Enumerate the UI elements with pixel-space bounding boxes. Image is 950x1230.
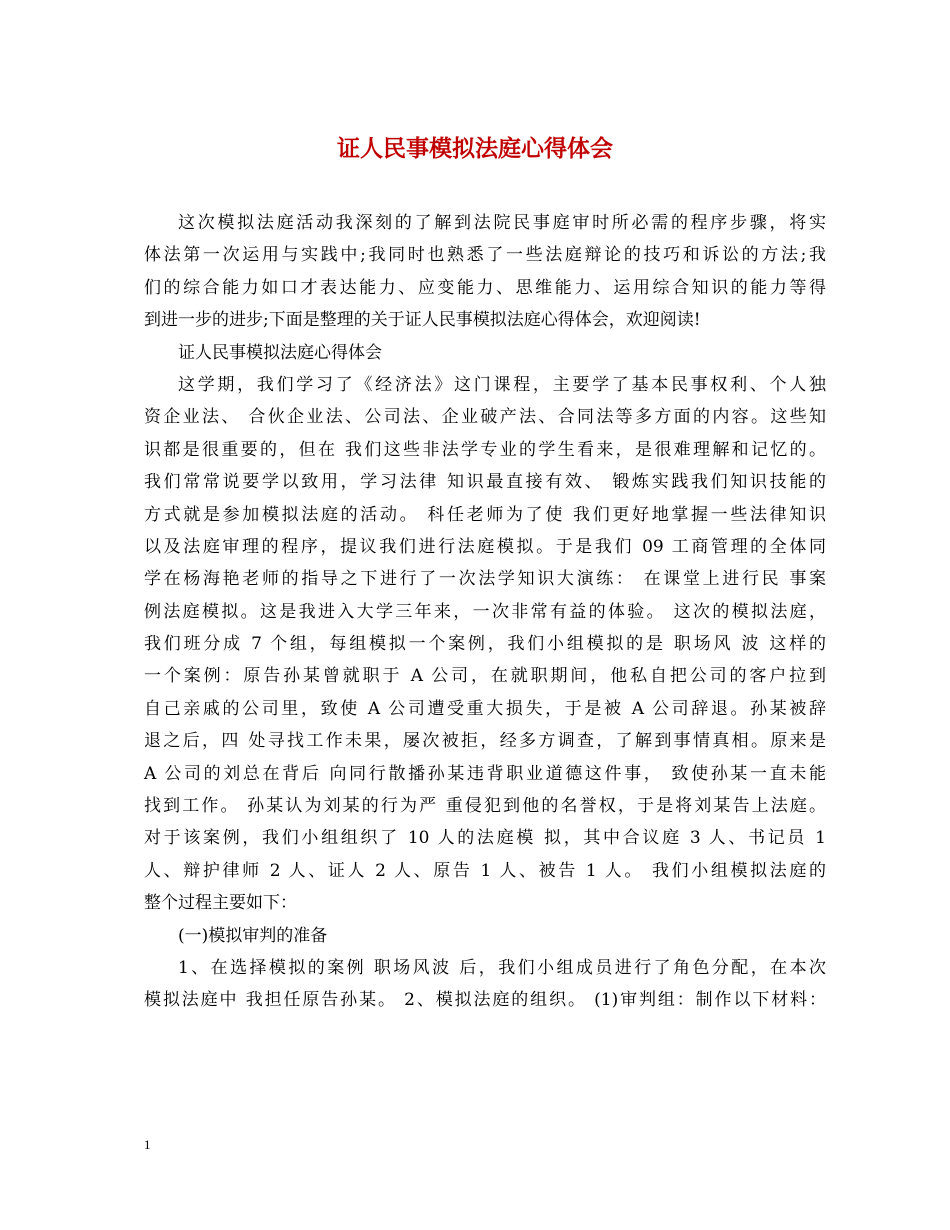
section-heading: (一)模拟审判的准备: [178, 925, 328, 946]
paragraph-line: 们的综合能力如口才表达能力、应变能力、思维能力、运用综合知识的能力等得: [144, 277, 826, 298]
paragraph-line: 学在杨海艳老师的指导之下进行了一次法学知识大演练： 在课堂上进行民 事案: [144, 569, 826, 590]
document-title: 证人民事模拟法庭心得体会: [337, 135, 613, 162]
paragraph-line: 我们班分成 7 个组，每组模拟一个案例，我们小组模拟的是 职场风 波 这样的: [144, 634, 826, 655]
page-number: 1: [144, 1137, 151, 1152]
paragraph-line: 资企业法、 合伙企业法、公司法、企业破产法、合同法等多方面的内容。这些知: [144, 407, 826, 428]
document-body: [144, 207, 826, 1017]
paragraph-line: 找到工作。 孙某认为刘某的行为严 重侵犯到他的名誉权，于是将刘某告上法庭。: [144, 796, 826, 817]
paragraph-line: 整个过程主要如下：: [144, 893, 297, 914]
paragraph-line: 1、在选择模拟的案例 职场风波 后，我们小组成员进行了角色分配，在本次: [178, 957, 826, 978]
paragraph-line: 到进一步的进步;下面是整理的关于证人民事模拟法庭心得体会，欢迎阅读!: [144, 310, 701, 331]
paragraph-line: 这学期，我们学习了《经济法》这门课程，主要学了基本民事权利、个人独: [178, 374, 826, 395]
paragraph-line: 方式就是参加模拟法庭的活动。 科任老师为了使 我们更好地掌握一些法律知识: [144, 504, 826, 525]
paragraph-line: 自己亲戚的公司里，致使 A 公司遭受重大损失，于是被 A 公司辞退。孙某被辞: [144, 698, 826, 719]
paragraph-line: 体法第一次运用与实践中;我同时也熟悉了一些法庭辩论的技巧和诉讼的方法;我: [144, 245, 826, 266]
paragraph-line: 我们常常说要学以致用，学习法律 知识最直接有效、 锻炼实践我们知识技能的: [144, 472, 826, 493]
paragraph-line: 一个案例：原告孙某曾就职于 A 公司，在就职期间，他私自把公司的客户拉到: [144, 666, 826, 687]
paragraph-line: 以及法庭审理的程序，提议我们进行法庭模拟。于是我们 09 工商管理的全体同: [144, 536, 826, 557]
paragraph-line: 对于该案例，我们小组组织了 10 人的法庭模 拟，其中合议庭 3 人、书记员 1: [144, 828, 826, 849]
paragraph-line: 例法庭模拟。这是我进入大学三年来，一次非常有益的体验。 这次的模拟法庭，: [144, 601, 826, 622]
paragraph-line: 退之后，四 处寻找工作未果，屡次被拒，经多方调查，了解到事情真相。原来是: [144, 731, 826, 752]
paragraph-line: 这次模拟法庭活动我深刻的了解到法院民事庭审时所必需的程序步骤，将实: [178, 213, 826, 233]
paragraph-line: 模拟法庭中 我担任原告孙某。 2、模拟法庭的组织。 (1)审判组：制作以下材料：: [144, 990, 826, 1011]
paragraph-line: 人、辩护律师 2 人、证人 2 人、原告 1 人、被告 1 人。 我们小组模拟法庭的: [144, 860, 826, 881]
section-heading: 证人民事模拟法庭心得体会: [178, 342, 382, 363]
paragraph-line: A 公司的刘总在背后 向同行散播孙某违背职业道德这件事， 致使孙某一直未能: [144, 763, 826, 784]
paragraph-line: 识都是很重要的，但在 我们这些非法学专业的学生看来，是很难理解和记忆的。: [144, 439, 826, 460]
